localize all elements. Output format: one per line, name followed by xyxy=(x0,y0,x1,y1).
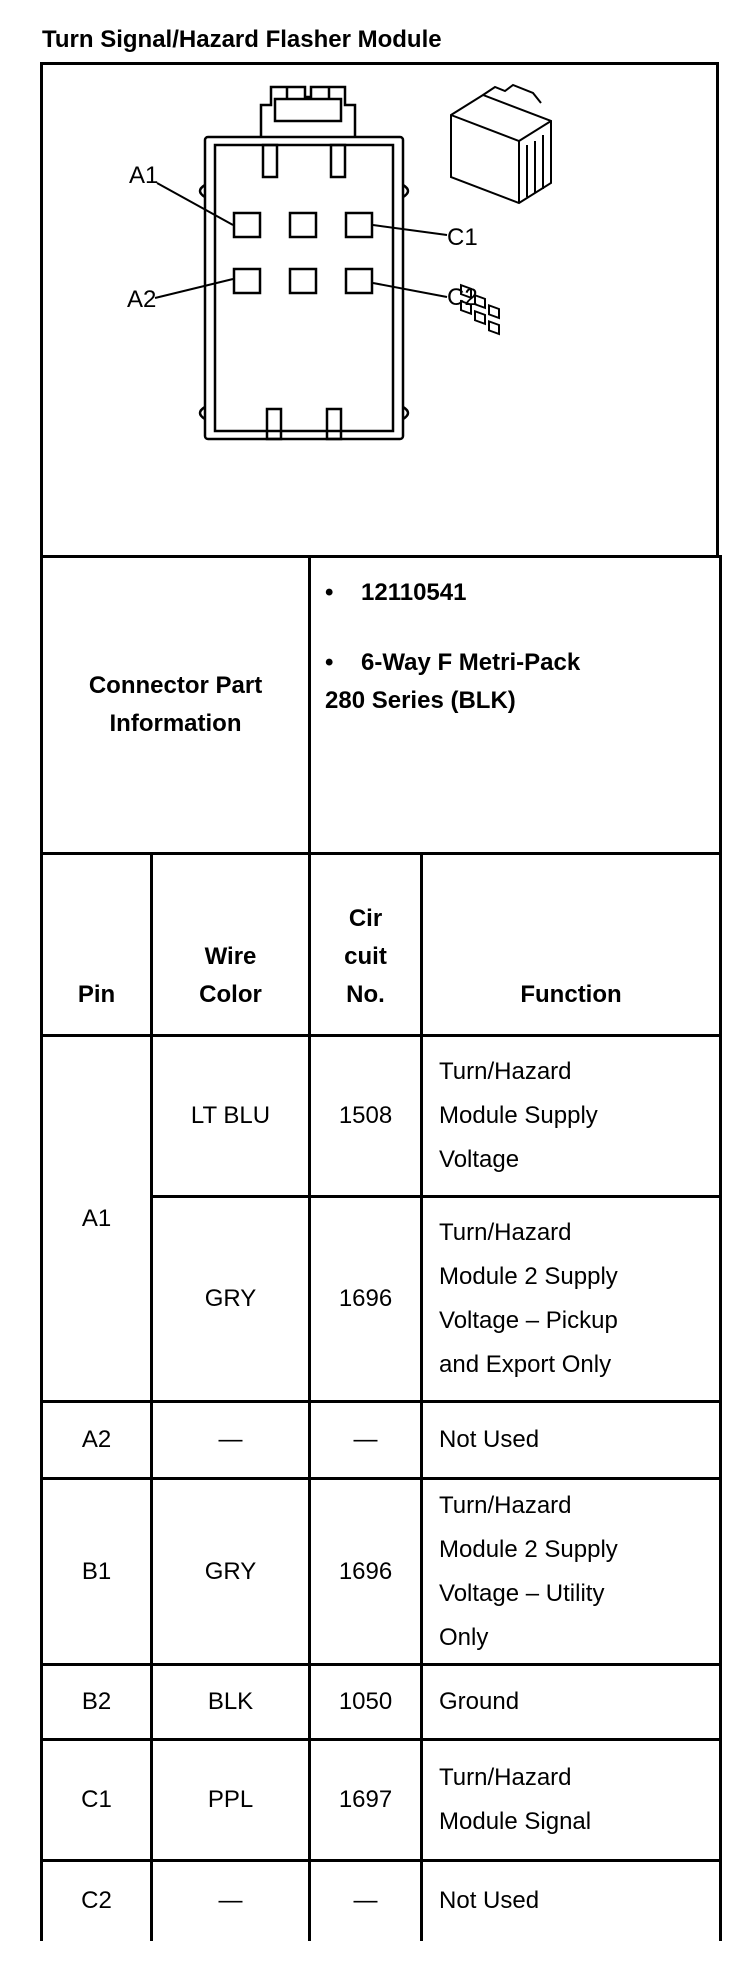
pin-cell: B2 xyxy=(42,1665,152,1740)
header-circuit-no: Cir cuit No. xyxy=(310,854,422,1036)
connector-isometric-thumbnail xyxy=(451,85,551,334)
table-row xyxy=(42,1861,721,1941)
circuit-cell: — xyxy=(310,1861,422,1941)
circuit-cell: 1050 xyxy=(310,1665,422,1740)
pin-label-a1: A1 xyxy=(129,162,159,189)
pin-cell: A2 xyxy=(42,1402,152,1479)
function-cell: Turn/Hazard Module Supply Voltage xyxy=(422,1036,721,1197)
pin-cell: C2 xyxy=(42,1861,152,1941)
function-cell: Turn/Hazard Module 2 Supply Voltage – Pickup and Export Only xyxy=(422,1197,721,1402)
connector-info-row xyxy=(42,557,721,854)
function-cell: Not Used xyxy=(422,1861,721,1941)
table-row xyxy=(42,1479,721,1665)
connector-face-diagram xyxy=(43,65,722,558)
pin-cell: A1 xyxy=(42,1036,152,1402)
circuit-cell: — xyxy=(310,1402,422,1479)
page-title: Turn Signal/Hazard Flasher Module xyxy=(42,26,442,53)
circuit-cell: 1696 xyxy=(310,1197,422,1402)
wire-color-cell: GRY xyxy=(152,1479,310,1665)
wire-color-cell: PPL xyxy=(152,1740,310,1861)
table-row xyxy=(42,1740,721,1861)
pin-label-a2: A2 xyxy=(127,286,157,313)
pin-label-c1: C1 xyxy=(447,224,478,251)
wire-color-cell: BLK xyxy=(152,1665,310,1740)
connector-diagram-panel xyxy=(40,62,719,555)
header-function: Function xyxy=(422,854,721,1036)
header-pin: Pin xyxy=(42,854,152,1036)
circuit-cell: 1508 xyxy=(310,1036,422,1197)
part-number: 12110541 xyxy=(361,579,467,606)
function-cell: Turn/Hazard Module Signal xyxy=(422,1740,721,1861)
pin-label-c2: C2 xyxy=(447,284,478,311)
connector-info-values: • 12110541 • 6-Way F Metri-Pack 280 Series (BLK) xyxy=(310,557,721,854)
table-row xyxy=(42,1402,721,1479)
pin-cell: B1 xyxy=(42,1479,152,1665)
function-cell: Turn/Hazard Module 2 Supply Voltage – Utility Only xyxy=(422,1479,721,1665)
circuit-cell: 1697 xyxy=(310,1740,422,1861)
circuit-cell: 1696 xyxy=(310,1479,422,1665)
header-wire-color: Wire Color xyxy=(152,854,310,1036)
table-header-row xyxy=(42,854,721,1036)
wire-color-cell: — xyxy=(152,1861,310,1941)
table-row xyxy=(42,1036,721,1197)
wire-color-cell: — xyxy=(152,1402,310,1479)
table-row xyxy=(42,1665,721,1740)
pinout-table xyxy=(40,555,722,1941)
pin-cell: C1 xyxy=(42,1740,152,1861)
wire-color-cell: LT BLU xyxy=(152,1036,310,1197)
function-cell: Ground xyxy=(422,1665,721,1740)
connector-description: 6-Way F Metri-Pack xyxy=(361,649,581,676)
function-cell: Not Used xyxy=(422,1402,721,1479)
wire-color-cell: GRY xyxy=(152,1197,310,1402)
connector-info-label: Connector Part Information xyxy=(42,557,310,854)
